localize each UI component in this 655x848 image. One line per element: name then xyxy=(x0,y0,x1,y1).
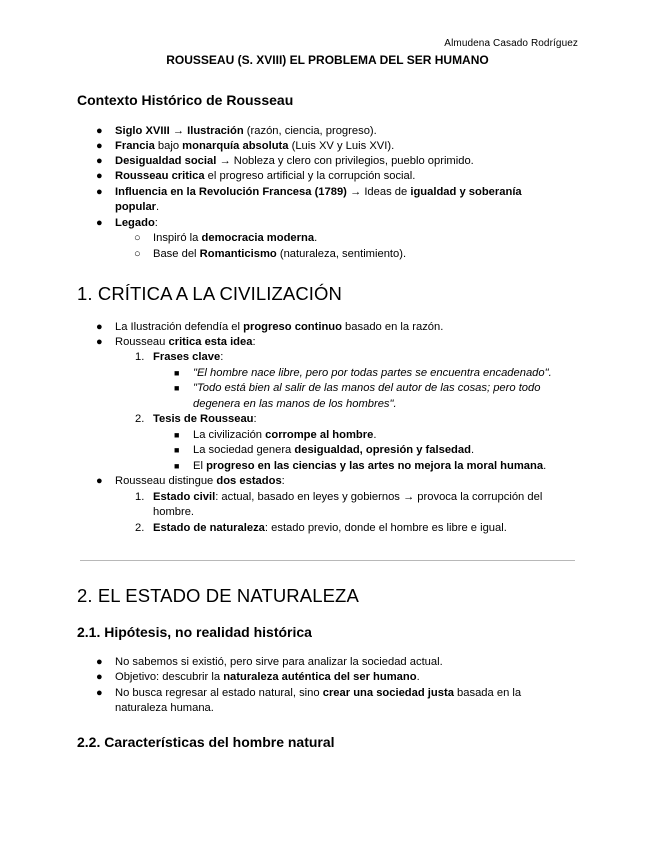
legacy-item-1: Inspiró la democracia moderna. xyxy=(153,232,318,244)
legacy-item-2: Base del Romanticismo (naturaleza, sentimiento). xyxy=(153,248,407,260)
bullet-disc: ● xyxy=(96,671,103,683)
context-item-2: Francia bajo monarquía absoluta (Luis XV y Luis XVI). xyxy=(115,140,395,152)
bullet-square: ■ xyxy=(174,461,180,471)
author-name: Almudena Casado Rodríguez xyxy=(444,38,578,49)
context-item-4: Rousseau critica el progreso artificial y la corrupción social. xyxy=(115,170,416,182)
subsection-2-2-heading: 2.2. Características del hombre natural xyxy=(77,734,335,750)
context-item-5-cont: popular. xyxy=(115,201,160,213)
context-item-6: Legado: xyxy=(115,217,158,229)
context-item-1: Siglo XVIII → Ilustración (razón, ciencia, progreso). xyxy=(115,125,377,137)
s2-item-3: No busca regresar al estado natural, sino crear una sociedad justa basada en la xyxy=(115,687,522,699)
bullet-disc: ● xyxy=(96,186,103,198)
quote-1: "El hombre nace libre, pero por todas partes se encuentra encadenado". xyxy=(193,367,552,379)
bullet-disc: ● xyxy=(96,656,103,668)
estado-naturaleza-text: Estado de naturaleza: estado previo, donde el hombre es libre e igual. xyxy=(153,522,507,534)
s1-item-1: La Ilustración defendía el progreso continuo basado en la razón. xyxy=(115,321,444,333)
s2-item-2: Objetivo: descubrir la naturaleza auténtica del ser humano. xyxy=(115,671,420,683)
estado-civil-item: 1. xyxy=(135,491,145,503)
estado-civil-text: Estado civil: actual, basado en leyes y gobiernos → provoca la corrupción del xyxy=(153,491,543,503)
frases-clave-item: 1. xyxy=(135,351,145,363)
s1-item-3: Rousseau distingue dos estados: xyxy=(115,475,285,487)
s2-item-1: No sabemos si existió, pero sirve para analizar la sociedad actual. xyxy=(115,656,443,668)
estado-naturaleza-item: 2. xyxy=(135,522,145,534)
bullet-square: ■ xyxy=(174,368,180,378)
bullet-disc: ● xyxy=(96,217,103,229)
tesis-item: 2. xyxy=(135,413,145,425)
section-2-heading: 2. EL ESTADO DE NATURALEZA xyxy=(77,585,359,606)
bullet-square: ■ xyxy=(174,383,180,393)
s2-item-3-cont: naturaleza humana. xyxy=(115,702,214,714)
horizontal-divider xyxy=(80,560,575,561)
subsection-2-1-heading: 2.1. Hipótesis, no realidad histórica xyxy=(77,624,312,640)
bullet-disc: ● xyxy=(96,125,103,137)
bullet-disc: ● xyxy=(96,170,103,182)
s1-item-2: Rousseau critica esta idea: xyxy=(115,336,256,348)
context-heading: Contexto Histórico de Rousseau xyxy=(77,92,294,108)
tesis-point-3: El progreso en las ciencias y las artes no mejora la moral humana. xyxy=(193,460,547,472)
bullet-disc: ● xyxy=(96,140,103,152)
bullet-square: ■ xyxy=(174,430,180,440)
bullet-disc: ● xyxy=(96,155,103,167)
bullet-square: ■ xyxy=(174,445,180,455)
estado-civil-text-cont: hombre. xyxy=(153,506,195,518)
quote-2: "Todo está bien al salir de las manos del autor de las cosas; pero todo xyxy=(193,382,541,394)
document-title: ROUSSEAU (S. XVIII) EL PROBLEMA DEL SER HUMANO xyxy=(166,53,489,67)
bullet-disc: ● xyxy=(96,321,103,333)
context-item-5: Influencia en la Revolución Francesa (1789) → Ideas de igualdad y soberanía xyxy=(115,186,522,198)
bullet-disc: ● xyxy=(96,475,103,487)
frases-clave-label: Frases clave: xyxy=(153,351,224,363)
bullet-disc: ● xyxy=(96,687,103,699)
quote-2-cont: degenera en las manos de los hombres". xyxy=(193,398,397,410)
tesis-point-2: La sociedad genera desigualdad, opresión y falsedad. xyxy=(193,444,475,456)
bullet-circle: ○ xyxy=(134,248,141,260)
tesis-label: Tesis de Rousseau: xyxy=(153,413,257,425)
bullet-disc: ● xyxy=(96,336,103,348)
section-1-heading: 1. CRÍTICA A LA CIVILIZACIÓN xyxy=(77,283,342,304)
bullet-circle: ○ xyxy=(134,232,141,244)
tesis-point-1: La civilización corrompe al hombre. xyxy=(193,429,377,441)
context-item-3: Desigualdad social → Nobleza y clero con privilegios, pueblo oprimido. xyxy=(115,155,474,167)
